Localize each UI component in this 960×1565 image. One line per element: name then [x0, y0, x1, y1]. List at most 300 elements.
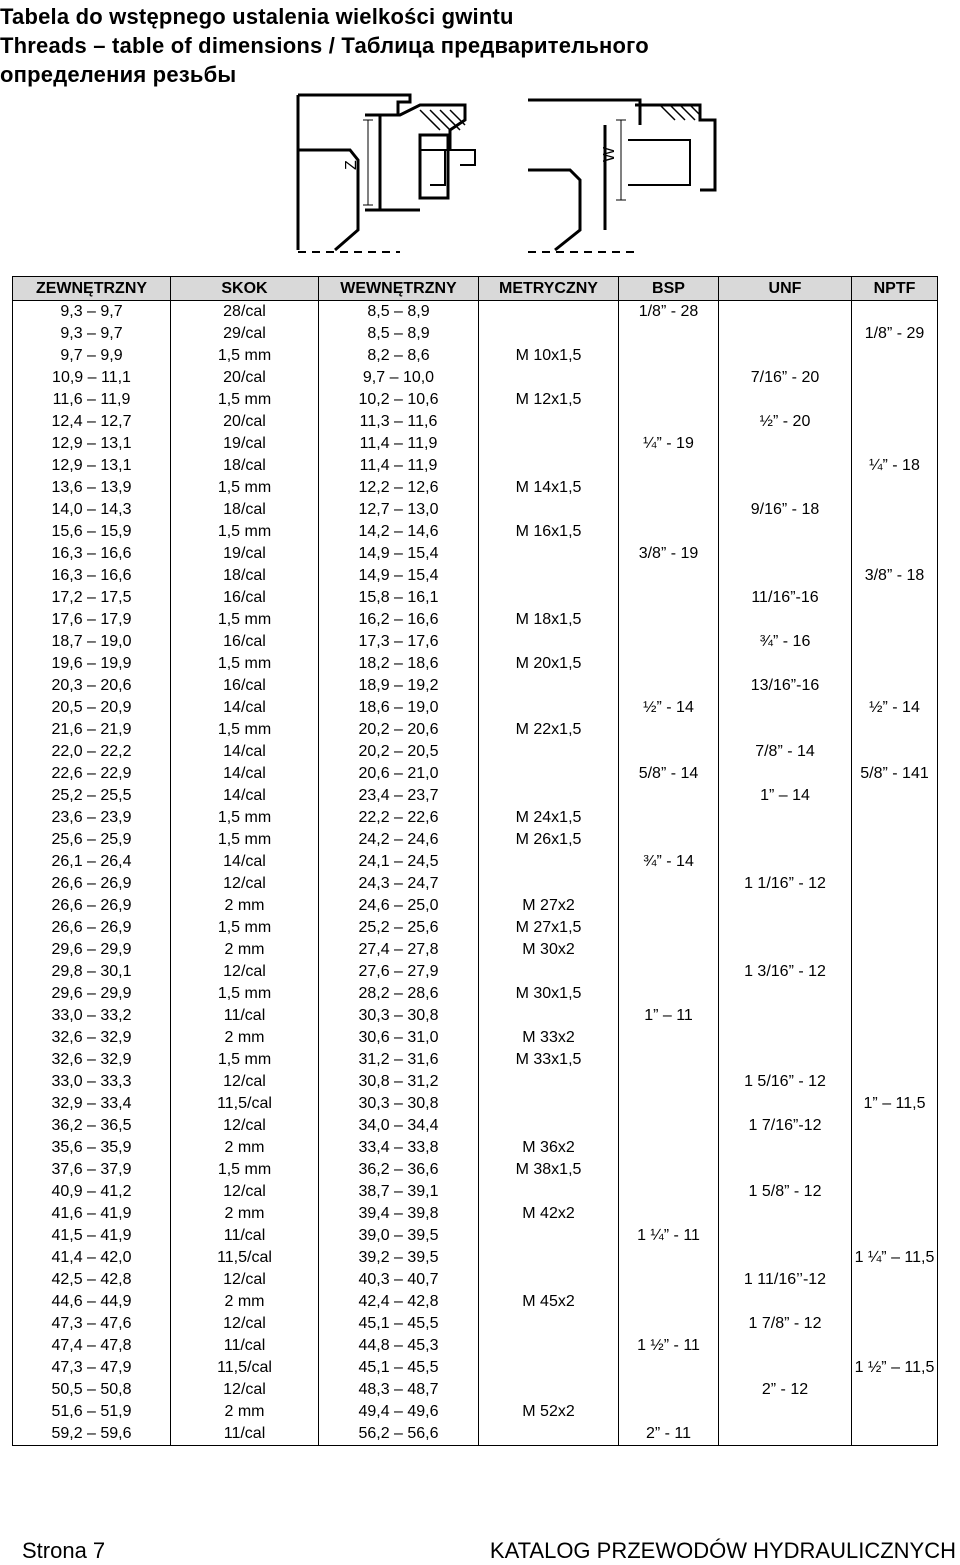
table-row — [13, 1071, 938, 1093]
cell-pitch: 16/cal — [171, 675, 319, 697]
cell-external: 14,0 – 14,3 — [13, 499, 171, 521]
cell-external: 26,6 – 26,9 — [13, 917, 171, 939]
table-row — [13, 477, 938, 499]
cell-metric — [479, 499, 619, 521]
cell-metric — [479, 565, 619, 587]
table-row — [13, 917, 938, 939]
cell-internal: 14,9 – 15,4 — [319, 543, 479, 565]
table-row — [13, 1159, 938, 1181]
cell-bsp: 5/8” - 14 — [619, 763, 719, 785]
cell-nptf: ½” - 14 — [852, 697, 938, 719]
cell-nptf — [852, 521, 938, 543]
cell-unf: 1 5/8” - 12 — [719, 1181, 852, 1203]
cell-metric — [479, 675, 619, 697]
cell-internal: 10,2 – 10,6 — [319, 389, 479, 411]
cell-pitch: 14/cal — [171, 785, 319, 807]
cell-bsp — [619, 477, 719, 499]
cell-internal: 44,8 – 45,3 — [319, 1335, 479, 1357]
cell-metric — [479, 873, 619, 895]
cell-metric: M 33x1,5 — [479, 1049, 619, 1071]
cell-nptf — [852, 1225, 938, 1247]
cell-metric — [479, 851, 619, 873]
cell-metric — [479, 543, 619, 565]
cell-pitch: 12/cal — [171, 1115, 319, 1137]
cell-pitch: 2 mm — [171, 1203, 319, 1225]
cell-metric — [479, 741, 619, 763]
cell-nptf — [852, 1423, 938, 1446]
cell-unf — [719, 521, 852, 543]
cell-external: 40,9 – 41,2 — [13, 1181, 171, 1203]
page-number: Strona 7 — [22, 1538, 106, 1563]
cell-metric — [479, 301, 619, 324]
cell-metric: M 12x1,5 — [479, 389, 619, 411]
cell-unf — [719, 455, 852, 477]
cell-nptf — [852, 1181, 938, 1203]
cell-metric — [479, 961, 619, 983]
cell-bsp — [619, 455, 719, 477]
cell-internal: 12,2 – 12,6 — [319, 477, 479, 499]
cell-pitch: 12/cal — [171, 873, 319, 895]
cell-unf — [719, 1027, 852, 1049]
cell-unf: 7/8” - 14 — [719, 741, 852, 763]
cell-unf — [719, 1159, 852, 1181]
cell-internal: 8,5 – 8,9 — [319, 301, 479, 324]
cell-nptf — [852, 719, 938, 741]
cell-external: 29,6 – 29,9 — [13, 983, 171, 1005]
cell-external: 59,2 – 59,6 — [13, 1423, 171, 1446]
cell-external: 17,6 – 17,9 — [13, 609, 171, 631]
cell-metric — [479, 763, 619, 785]
cell-bsp: 1/8” - 28 — [619, 301, 719, 324]
cell-nptf — [852, 785, 938, 807]
cell-unf — [719, 301, 852, 324]
cell-bsp — [619, 367, 719, 389]
column-header-unf: UNF — [719, 277, 852, 301]
cell-internal: 20,2 – 20,6 — [319, 719, 479, 741]
cell-pitch: 1,5 mm — [171, 1159, 319, 1181]
cell-unf — [719, 1137, 852, 1159]
cell-nptf — [852, 499, 938, 521]
cell-bsp — [619, 323, 719, 345]
cell-nptf — [852, 1401, 938, 1423]
cell-bsp — [619, 1049, 719, 1071]
cell-external: 17,2 – 17,5 — [13, 587, 171, 609]
cell-pitch: 14/cal — [171, 851, 319, 873]
cell-metric — [479, 587, 619, 609]
cell-external: 20,3 – 20,6 — [13, 675, 171, 697]
cell-pitch: 14/cal — [171, 741, 319, 763]
cell-external: 32,9 – 33,4 — [13, 1093, 171, 1115]
cell-external: 41,4 – 42,0 — [13, 1247, 171, 1269]
table-row — [13, 1115, 938, 1137]
cell-external: 47,3 – 47,6 — [13, 1313, 171, 1335]
table-row — [13, 961, 938, 983]
cell-nptf — [852, 873, 938, 895]
cell-nptf — [852, 1291, 938, 1313]
cell-pitch: 14/cal — [171, 763, 319, 785]
cell-nptf — [852, 961, 938, 983]
cell-metric: M 33x2 — [479, 1027, 619, 1049]
table-row — [13, 1401, 938, 1423]
cell-pitch: 1,5 mm — [171, 609, 319, 631]
cell-unf — [719, 477, 852, 499]
table-header-row — [13, 277, 938, 301]
cell-metric: M 26x1,5 — [479, 829, 619, 851]
cell-external: 25,6 – 25,9 — [13, 829, 171, 851]
cell-bsp — [619, 1269, 719, 1291]
cell-external: 42,5 – 42,8 — [13, 1269, 171, 1291]
cell-internal: 24,6 – 25,0 — [319, 895, 479, 917]
cell-bsp — [619, 1401, 719, 1423]
cell-nptf — [852, 345, 938, 367]
cell-bsp — [619, 939, 719, 961]
table-row — [13, 851, 938, 873]
cell-external: 9,3 – 9,7 — [13, 323, 171, 345]
cell-internal: 30,8 – 31,2 — [319, 1071, 479, 1093]
cell-pitch: 2 mm — [171, 1137, 319, 1159]
cell-bsp — [619, 1027, 719, 1049]
cell-nptf — [852, 675, 938, 697]
dimension-z-label: Z — [343, 160, 360, 170]
column-header-pitch: SKOK — [171, 277, 319, 301]
cell-external: 20,5 – 20,9 — [13, 697, 171, 719]
cell-unf: 1” – 14 — [719, 785, 852, 807]
cell-pitch: 11/cal — [171, 1005, 319, 1027]
cell-bsp — [619, 1093, 719, 1115]
cell-unf — [719, 345, 852, 367]
cell-internal: 24,3 – 24,7 — [319, 873, 479, 895]
cell-bsp — [619, 1291, 719, 1313]
cell-internal: 45,1 – 45,5 — [319, 1357, 479, 1379]
cell-unf: 7/16” - 20 — [719, 367, 852, 389]
cell-bsp — [619, 895, 719, 917]
cell-unf: 1 7/16”-12 — [719, 1115, 852, 1137]
cell-pitch: 12/cal — [171, 1181, 319, 1203]
cell-pitch: 11/cal — [171, 1423, 319, 1446]
cell-internal: 18,9 – 19,2 — [319, 675, 479, 697]
cell-nptf — [852, 631, 938, 653]
cell-nptf — [852, 1159, 938, 1181]
cell-nptf — [852, 587, 938, 609]
cell-metric — [479, 1071, 619, 1093]
cell-nptf — [852, 1115, 938, 1137]
column-header-external: ZEWNĘTRZNY — [13, 277, 171, 301]
cell-nptf — [852, 433, 938, 455]
cell-nptf — [852, 389, 938, 411]
table-row — [13, 1027, 938, 1049]
cell-pitch: 2 mm — [171, 1401, 319, 1423]
cell-bsp — [619, 1159, 719, 1181]
cell-bsp — [619, 1357, 719, 1379]
cell-pitch: 11/cal — [171, 1335, 319, 1357]
cell-metric — [479, 1357, 619, 1379]
cell-internal: 8,2 – 8,6 — [319, 345, 479, 367]
cell-nptf — [852, 741, 938, 763]
cell-external: 50,5 – 50,8 — [13, 1379, 171, 1401]
cell-bsp — [619, 631, 719, 653]
cell-pitch: 18/cal — [171, 499, 319, 521]
cell-metric — [479, 411, 619, 433]
cell-internal: 28,2 – 28,6 — [319, 983, 479, 1005]
cell-internal: 8,5 – 8,9 — [319, 323, 479, 345]
cell-pitch: 11,5/cal — [171, 1247, 319, 1269]
cell-bsp — [619, 1247, 719, 1269]
cell-pitch: 11/cal — [171, 1225, 319, 1247]
cell-bsp — [619, 829, 719, 851]
cell-bsp — [619, 609, 719, 631]
cell-metric — [479, 1181, 619, 1203]
cell-unf — [719, 609, 852, 631]
cell-nptf: 1 ¼” – 11,5 — [852, 1247, 938, 1269]
cell-pitch: 19/cal — [171, 433, 319, 455]
cell-pitch: 20/cal — [171, 367, 319, 389]
cell-external: 26,1 – 26,4 — [13, 851, 171, 873]
cell-external: 19,6 – 19,9 — [13, 653, 171, 675]
cell-bsp — [619, 653, 719, 675]
cell-bsp — [619, 1181, 719, 1203]
cell-bsp — [619, 675, 719, 697]
cell-unf — [719, 763, 852, 785]
cell-pitch: 18/cal — [171, 455, 319, 477]
table-row — [13, 543, 938, 565]
cell-unf — [719, 829, 852, 851]
cell-unf — [719, 1247, 852, 1269]
cell-nptf — [852, 367, 938, 389]
threads-table — [12, 276, 938, 1446]
cell-metric — [479, 367, 619, 389]
cell-pitch: 2 mm — [171, 939, 319, 961]
cell-external: 12,9 – 13,1 — [13, 455, 171, 477]
cell-pitch: 1,5 mm — [171, 829, 319, 851]
cell-external: 44,6 – 44,9 — [13, 1291, 171, 1313]
cell-nptf — [852, 1137, 938, 1159]
table-row — [13, 939, 938, 961]
table-row — [13, 1225, 938, 1247]
cell-nptf — [852, 301, 938, 324]
cell-internal: 27,4 – 27,8 — [319, 939, 479, 961]
cell-unf: 13/16”-16 — [719, 675, 852, 697]
cell-unf: ¾” - 16 — [719, 631, 852, 653]
cell-unf — [719, 807, 852, 829]
cell-external: 22,0 – 22,2 — [13, 741, 171, 763]
cell-nptf — [852, 1049, 938, 1071]
table-row — [13, 895, 938, 917]
cell-external: 12,4 – 12,7 — [13, 411, 171, 433]
cell-internal: 30,3 – 30,8 — [319, 1093, 479, 1115]
cell-unf: 1 7/8” - 12 — [719, 1313, 852, 1335]
cell-unf — [719, 1401, 852, 1423]
table-row — [13, 1423, 938, 1446]
cell-bsp — [619, 1203, 719, 1225]
cell-unf: 1 5/16” - 12 — [719, 1071, 852, 1093]
cell-metric — [479, 1313, 619, 1335]
cell-bsp: 1 ¼” - 11 — [619, 1225, 719, 1247]
cell-external: 41,5 – 41,9 — [13, 1225, 171, 1247]
catalog-title: KATALOG PRZEWODÓW HYDRAULICZNYCH — [489, 1538, 956, 1563]
cell-unf — [719, 565, 852, 587]
cell-internal: 18,2 – 18,6 — [319, 653, 479, 675]
cell-internal: 49,4 – 49,6 — [319, 1401, 479, 1423]
cell-bsp — [619, 1379, 719, 1401]
cell-unf — [719, 323, 852, 345]
cell-unf — [719, 851, 852, 873]
cell-pitch: 1,5 mm — [171, 983, 319, 1005]
cell-pitch: 29/cal — [171, 323, 319, 345]
table-row — [13, 565, 938, 587]
cell-pitch: 1,5 mm — [171, 719, 319, 741]
cell-metric — [479, 1115, 619, 1137]
cell-unf — [719, 697, 852, 719]
cell-metric — [479, 323, 619, 345]
cell-metric — [479, 455, 619, 477]
cell-internal: 38,7 – 39,1 — [319, 1181, 479, 1203]
cell-internal: 12,7 – 13,0 — [319, 499, 479, 521]
cell-internal: 20,2 – 20,5 — [319, 741, 479, 763]
cell-nptf — [852, 477, 938, 499]
table-row — [13, 323, 938, 345]
cell-external: 29,6 – 29,9 — [13, 939, 171, 961]
cell-nptf — [852, 851, 938, 873]
cell-metric — [479, 785, 619, 807]
table-row — [13, 1203, 938, 1225]
table-row — [13, 1291, 938, 1313]
table-row — [13, 653, 938, 675]
cell-pitch: 19/cal — [171, 543, 319, 565]
table-row — [13, 433, 938, 455]
cell-external: 47,3 – 47,9 — [13, 1357, 171, 1379]
cell-unf — [719, 719, 852, 741]
table-row — [13, 675, 938, 697]
cell-metric — [479, 1335, 619, 1357]
cell-external: 35,6 – 35,9 — [13, 1137, 171, 1159]
cell-internal: 16,2 – 16,6 — [319, 609, 479, 631]
cell-external: 16,3 – 16,6 — [13, 565, 171, 587]
cell-internal: 56,2 – 56,6 — [319, 1423, 479, 1446]
cell-nptf — [852, 1005, 938, 1027]
caliper-drawing — [270, 90, 735, 260]
table-row — [13, 1379, 938, 1401]
table-row — [13, 983, 938, 1005]
cell-unf — [719, 1357, 852, 1379]
table-row — [13, 1335, 938, 1357]
cell-external: 11,6 – 11,9 — [13, 389, 171, 411]
cell-internal: 24,1 – 24,5 — [319, 851, 479, 873]
table-row — [13, 609, 938, 631]
cell-metric: M 20x1,5 — [479, 653, 619, 675]
cell-unf: 1 1/16” - 12 — [719, 873, 852, 895]
cell-nptf: 1 ½” – 11,5 — [852, 1357, 938, 1379]
cell-bsp: 1” – 11 — [619, 1005, 719, 1027]
cell-bsp — [619, 1137, 719, 1159]
cell-pitch: 12/cal — [171, 1313, 319, 1335]
cell-pitch: 11,5/cal — [171, 1093, 319, 1115]
cell-pitch: 16/cal — [171, 631, 319, 653]
title-line-3: определения резьбы — [0, 62, 237, 87]
cell-unf: 1 11/16’’-12 — [719, 1269, 852, 1291]
cell-unf — [719, 1093, 852, 1115]
cell-bsp: ½” - 14 — [619, 697, 719, 719]
table-row — [13, 829, 938, 851]
cell-external: 15,6 – 15,9 — [13, 521, 171, 543]
cell-internal: 45,1 – 45,5 — [319, 1313, 479, 1335]
table-row — [13, 1181, 938, 1203]
cell-unf — [719, 1291, 852, 1313]
cell-unf — [719, 653, 852, 675]
table-row — [13, 1093, 938, 1115]
cell-pitch: 2 mm — [171, 895, 319, 917]
cell-internal: 18,6 – 19,0 — [319, 697, 479, 719]
cell-nptf — [852, 1313, 938, 1335]
table-row — [13, 763, 938, 785]
cell-external: 10,9 – 11,1 — [13, 367, 171, 389]
cell-unf — [719, 983, 852, 1005]
cell-pitch: 1,5 mm — [171, 389, 319, 411]
table-row — [13, 1247, 938, 1269]
cell-metric — [479, 1379, 619, 1401]
cell-metric: M 42x2 — [479, 1203, 619, 1225]
cell-unf — [719, 543, 852, 565]
table-row — [13, 631, 938, 653]
cell-internal: 11,4 – 11,9 — [319, 455, 479, 477]
cell-external: 29,8 – 30,1 — [13, 961, 171, 983]
cell-bsp: ¼” - 19 — [619, 433, 719, 455]
cell-external: 16,3 – 16,6 — [13, 543, 171, 565]
cell-pitch: 1,5 mm — [171, 477, 319, 499]
cell-external: 47,4 – 47,8 — [13, 1335, 171, 1357]
cell-metric — [479, 1423, 619, 1446]
cell-pitch: 1,5 mm — [171, 345, 319, 367]
cell-metric — [479, 1005, 619, 1027]
cell-pitch: 11,5/cal — [171, 1357, 319, 1379]
cell-pitch: 12/cal — [171, 1379, 319, 1401]
cell-nptf — [852, 1203, 938, 1225]
cell-metric: M 22x1,5 — [479, 719, 619, 741]
cell-internal: 40,3 – 40,7 — [319, 1269, 479, 1291]
cell-metric: M 24x1,5 — [479, 807, 619, 829]
cell-external: 36,2 – 36,5 — [13, 1115, 171, 1137]
table-row — [13, 1357, 938, 1379]
cell-bsp — [619, 345, 719, 367]
table-row — [13, 521, 938, 543]
cell-external: 41,6 – 41,9 — [13, 1203, 171, 1225]
cell-unf — [719, 1225, 852, 1247]
cell-nptf — [852, 1379, 938, 1401]
table-row — [13, 1137, 938, 1159]
table-row — [13, 741, 938, 763]
cell-pitch: 28/cal — [171, 301, 319, 324]
cell-nptf — [852, 829, 938, 851]
cell-external: 37,6 – 37,9 — [13, 1159, 171, 1181]
cell-internal: 30,6 – 31,0 — [319, 1027, 479, 1049]
cell-bsp — [619, 587, 719, 609]
cell-pitch: 12/cal — [171, 961, 319, 983]
cell-unf — [719, 1335, 852, 1357]
cell-internal: 48,3 – 48,7 — [319, 1379, 479, 1401]
cell-external: 23,6 – 23,9 — [13, 807, 171, 829]
cell-bsp — [619, 917, 719, 939]
cell-unf: 11/16”-16 — [719, 587, 852, 609]
cell-bsp — [619, 521, 719, 543]
cell-metric: M 36x2 — [479, 1137, 619, 1159]
cell-nptf — [852, 1335, 938, 1357]
cell-bsp: ¾” - 14 — [619, 851, 719, 873]
cell-bsp — [619, 1313, 719, 1335]
dimension-w-label: W — [601, 146, 618, 162]
cell-metric: M 10x1,5 — [479, 345, 619, 367]
cell-metric — [479, 631, 619, 653]
table-row — [13, 499, 938, 521]
cell-metric — [479, 1247, 619, 1269]
